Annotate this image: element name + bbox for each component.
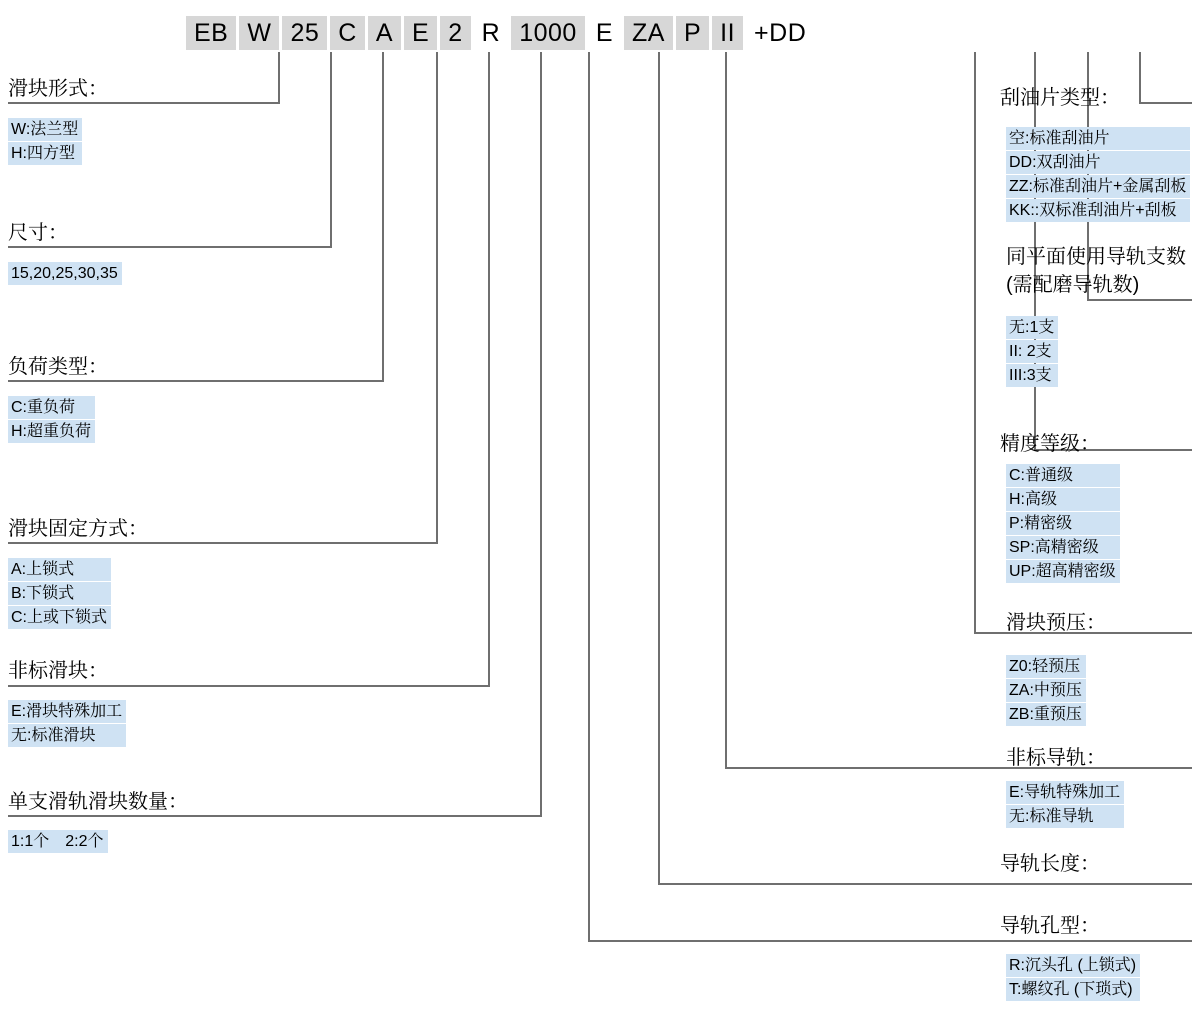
option-item: C:普通级 <box>1006 464 1120 487</box>
code-cell: +DD <box>754 19 807 47</box>
option-item: H:四方型 <box>8 142 82 165</box>
group-options-accuracy-grade <box>1006 464 1120 584</box>
code-cell: E <box>404 16 437 50</box>
group-options-nonstandard-rail <box>1006 781 1124 829</box>
code-cell: ZA <box>624 16 673 50</box>
option-item: III:3支 <box>1006 364 1058 387</box>
group-title-load-type: 负荷类型： <box>8 356 108 378</box>
option-item: SP:高精密级 <box>1006 536 1120 559</box>
option-item: R:沉头孔 (上锁式) <box>1006 954 1140 977</box>
group-title-accuracy-grade: 精度等级： <box>1000 433 1100 455</box>
option-item: H:高级 <box>1006 488 1120 511</box>
code-cell: 25 <box>282 16 327 50</box>
code-cell: EB <box>186 16 236 50</box>
option-item: E:导轨特殊加工 <box>1006 781 1124 804</box>
option-item: ZA:中预压 <box>1006 679 1086 702</box>
group-options-load-type <box>8 396 95 444</box>
option-item: DD:双刮油片 <box>1006 151 1190 174</box>
group-options-wiper-type <box>1006 127 1190 223</box>
code-cell: II <box>712 16 743 50</box>
option-item: 无:1支 <box>1006 316 1058 339</box>
option-item: W:法兰型 <box>8 118 82 141</box>
group-options-blocks-per-rail <box>8 830 108 854</box>
group-title-blocks-per-rail: 单支滑轨滑块数量： <box>8 791 188 813</box>
group-title-rail-hole-type: 导轨孔型： <box>1000 915 1100 937</box>
code-cell: 2 <box>440 16 470 50</box>
option-item: II: 2支 <box>1006 340 1058 363</box>
part-number-code <box>186 16 817 50</box>
option-item: ZZ:标准刮油片+金属刮板 <box>1006 175 1190 198</box>
option-item: P:精密级 <box>1006 512 1120 535</box>
code-cell: R <box>481 19 501 47</box>
option-item: 无:标准导轨 <box>1006 805 1124 828</box>
group-options-rail-hole-type <box>1006 954 1140 1002</box>
code-cell: 1000 <box>511 16 585 50</box>
group-options-nonstandard-block <box>8 700 126 748</box>
code-cell: P <box>676 16 709 50</box>
option-item: ZB:重预压 <box>1006 703 1086 726</box>
group-title-block-fixing: 滑块固定方式： <box>8 518 148 540</box>
code-cell: E <box>595 19 613 47</box>
option-item: 无:标准滑块 <box>8 724 126 747</box>
group-options-block-fixing <box>8 558 111 630</box>
option-item: E:滑块特殊加工 <box>8 700 126 723</box>
option-item: C:重负荷 <box>8 396 95 419</box>
option-item: Z0:轻预压 <box>1006 655 1086 678</box>
code-cell: A <box>368 16 401 50</box>
group-title-rail-length: 导轨长度： <box>1000 853 1100 875</box>
option-item: T:螺纹孔 (下琐式) <box>1006 978 1140 1001</box>
code-cell: W <box>239 16 279 50</box>
option-item: UP:超高精密级 <box>1006 560 1120 583</box>
option-item: 1:1个 2:2个 <box>8 830 108 853</box>
group-title-rails-per-plane-note: (需配磨导轨数) <box>1006 274 1140 296</box>
code-cell: C <box>330 16 365 50</box>
group-options-block-type <box>8 118 82 166</box>
option-item: KK::双标准刮油片+刮板 <box>1006 199 1190 222</box>
option-item: C:上或下锁式 <box>8 606 111 629</box>
group-options-preload <box>1006 655 1086 727</box>
group-title-nonstandard-block: 非标滑块： <box>8 660 108 682</box>
option-item: H:超重负荷 <box>8 420 95 443</box>
option-item: A:上锁式 <box>8 558 111 581</box>
option-item: 15,20,25,30,35 <box>8 262 122 285</box>
group-options-size <box>8 262 122 286</box>
group-title-rails-per-plane: 同平面使用导轨支数 <box>1006 246 1186 268</box>
group-title-preload: 滑块预压： <box>1006 612 1106 634</box>
group-title-size: 尺寸： <box>8 222 68 244</box>
group-title-nonstandard-rail: 非标导轨： <box>1006 747 1106 769</box>
option-item: B:下锁式 <box>8 582 111 605</box>
group-options-rails-per-plane <box>1006 316 1058 388</box>
option-item: 空:标准刮油片 <box>1006 127 1190 150</box>
group-title-wiper-type: 刮油片类型： <box>1000 87 1120 109</box>
group-title-block-type: 滑块形式： <box>8 78 108 100</box>
